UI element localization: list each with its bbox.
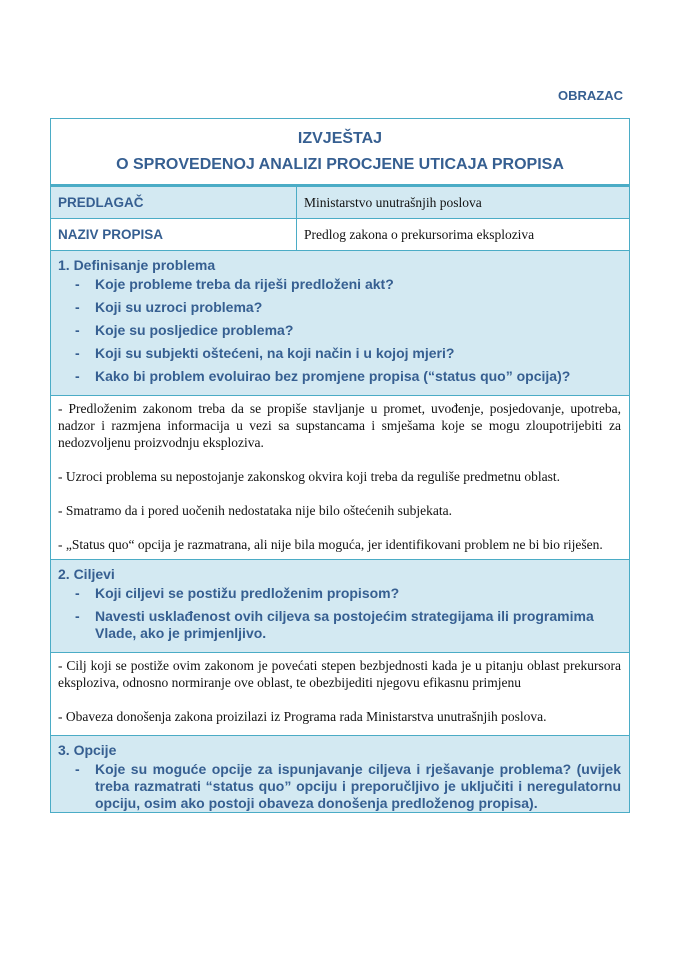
section-heading: 2. Ciljevi: [58, 566, 115, 582]
report-table: [50, 118, 630, 813]
section-heading: 3. Opcije: [58, 742, 117, 758]
title-line-1: IZVJEŠTAJ: [297, 130, 383, 147]
answer-paragraph: - Predloženim zakonom treba da se propiše stavljanje u promet, uvođenje, posjedovanje, upotreba, nadzor i razmjena informacija u vezi sa supstancama i smješama koje se mogu zloupotrijebiti za nedozvoljenu proizvodnju eksploziva.: [58, 401, 621, 450]
question: - Koji su uzroci problema?: [58, 299, 621, 316]
regulation-name-value: Predlog zakona o prekursorima eksploziva: [304, 227, 535, 242]
proposer-label: PREDLAGAČ: [51, 187, 297, 218]
question: - Koji su subjekti oštećeni, na koji način i u kojoj mjeri?: [58, 345, 621, 362]
section-1-answer: [51, 395, 629, 559]
section-3-header: [51, 735, 629, 812]
proposer-value: Ministarstvo unutrašnjih poslova: [304, 195, 482, 210]
answer-paragraph: - „Status quo“ opcija je razmatrana, ali nije bila moguća, jer identifikovani problem ne bi bio riješen.: [58, 537, 603, 552]
section-2-answer: [51, 652, 629, 735]
form-label: OBRAZAC: [558, 88, 623, 103]
title-line-2: O SPROVEDENOJ ANALIZI PROCJENE UTICAJA PROPISA: [116, 156, 564, 173]
question: - Koji ciljevi se postižu predloženim propisom?: [58, 585, 621, 602]
report-title: [51, 119, 629, 186]
section-2-header: [51, 559, 629, 652]
question: - Kako bi problem evoluirao bez promjene propisa (“status quo” opcija)?: [58, 368, 621, 385]
section-heading: 1. Definisanje problema: [58, 257, 216, 273]
regulation-name-row: [51, 218, 629, 250]
question: - Koje su posljedice problema?: [58, 322, 621, 339]
answer-paragraph: - Smatramo da i pored uočenih nedostataka nije bilo oštećenih subjekata.: [58, 503, 453, 518]
question: - Koje su moguće opcije za ispunjavanje ciljeva i rješavanje problema? (uvijek treba razmatrati “status quo” opciju i preporučljivo je uključiti i neregulatornu opciju, osim ako postoji obaveza donošenja predloženog propisa).: [58, 761, 621, 812]
proposer-row: [51, 186, 629, 218]
section-1-header: [51, 250, 629, 395]
answer-paragraph: - Uzroci problema su nepostojanje zakonskog okvira koji treba da reguliše predmetnu oblast.: [58, 469, 560, 484]
question: - Navesti usklađenost ovih ciljeva sa postojećim strategijama ili programima Vlade, ako je primjenljivo.: [58, 608, 621, 642]
regulation-name-label: NAZIV PROPISA: [51, 219, 297, 250]
answer-paragraph: - Obaveza donošenja zakona proizilazi iz Programa rada Ministarstva unutrašnjih poslova.: [58, 709, 547, 724]
question: - Koje probleme treba da riješi predloženi akt?: [58, 276, 621, 293]
answer-paragraph: - Cilj koji se postiže ovim zakonom je povećati stepen bezbjednosti kada je u pitanju oblast prekursora eksploziva, odnosno normiranje ove oblast, te obezbijediti njegovu efikasnu primjenu: [58, 658, 621, 690]
